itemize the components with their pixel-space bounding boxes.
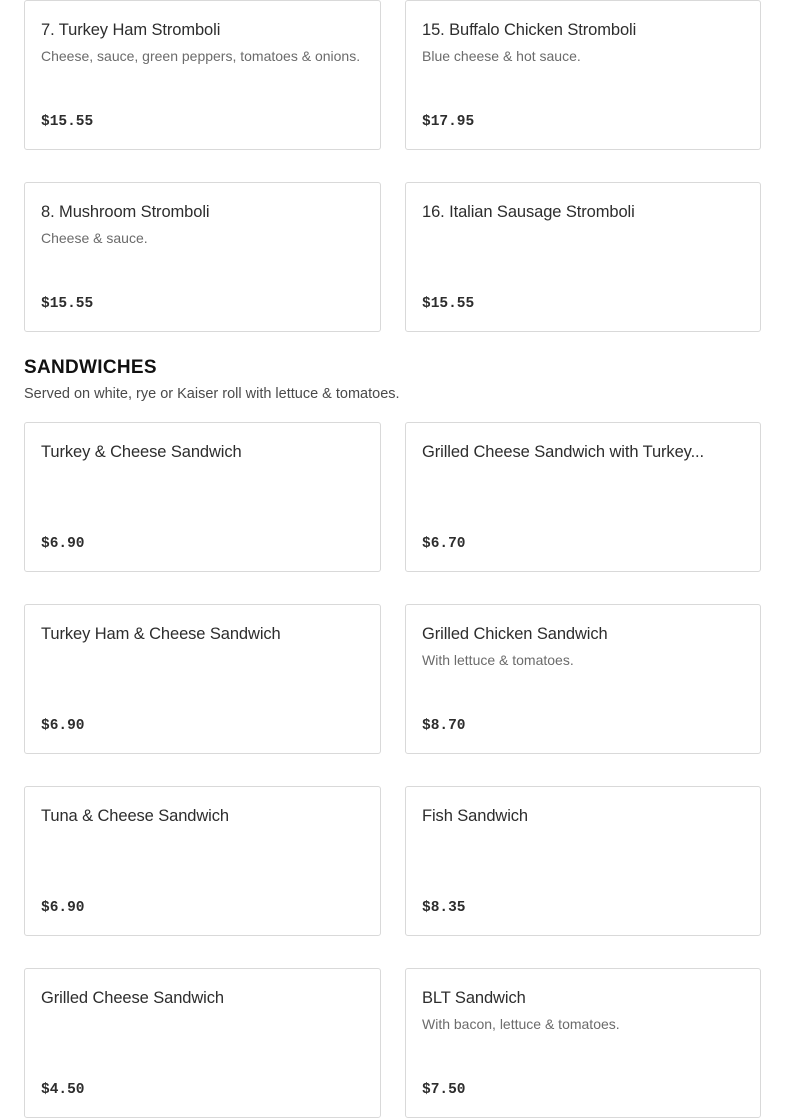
item-name: 7. Turkey Ham Stromboli [41, 21, 221, 39]
item-name: Turkey & Cheese Sandwich [41, 443, 242, 461]
item-price: $4.50 [41, 1082, 85, 1098]
menu-item-card[interactable] [24, 968, 381, 1118]
stromboli-grid [24, 0, 761, 332]
item-name: Grilled Chicken Sandwich [422, 625, 608, 643]
item-description: With lettuce & tomatoes. [422, 652, 574, 668]
item-name: Turkey Ham & Cheese Sandwich [41, 625, 281, 643]
sandwiches-grid [24, 422, 761, 1118]
item-price: $8.35 [422, 900, 466, 916]
menu-item-card[interactable] [405, 968, 761, 1118]
item-name: 15. Buffalo Chicken Stromboli [422, 21, 637, 39]
section-title: SANDWICHES [24, 357, 157, 378]
menu-item-card[interactable] [24, 604, 381, 754]
item-name: Fish Sandwich [422, 807, 528, 825]
menu-item-card[interactable] [405, 422, 761, 572]
item-price: $15.55 [422, 296, 475, 312]
item-price: $17.95 [422, 114, 475, 130]
item-name: 8. Mushroom Stromboli [41, 203, 210, 221]
item-name: BLT Sandwich [422, 989, 526, 1007]
menu-item-card[interactable] [405, 182, 761, 332]
item-name: Grilled Cheese Sandwich [41, 989, 224, 1007]
menu-item-card[interactable] [24, 182, 381, 332]
item-name: Grilled Cheese Sandwich with Turkey... [422, 443, 705, 461]
menu-item-card[interactable] [405, 604, 761, 754]
item-price: $8.70 [422, 718, 466, 734]
menu-item-card[interactable] [24, 786, 381, 936]
item-name: 16. Italian Sausage Stromboli [422, 203, 635, 221]
item-price: $6.70 [422, 536, 466, 552]
item-price: $6.90 [41, 900, 85, 916]
item-price: $7.50 [422, 1082, 466, 1098]
item-price: $15.55 [41, 296, 94, 312]
item-price: $6.90 [41, 718, 85, 734]
item-price: $15.55 [41, 114, 94, 130]
section-description: Served on white, rye or Kaiser roll with lettuce & tomatoes. [24, 386, 400, 402]
menu-item-card[interactable] [24, 422, 381, 572]
menu-item-card[interactable] [24, 0, 381, 150]
item-description: Blue cheese & hot sauce. [422, 48, 581, 64]
item-description: Cheese, sauce, green peppers, tomatoes & onions. [41, 48, 361, 64]
item-price: $6.90 [41, 536, 85, 552]
menu-item-card[interactable] [405, 786, 761, 936]
item-description: Cheese & sauce. [41, 230, 148, 246]
item-name: Tuna & Cheese Sandwich [41, 807, 229, 825]
menu-item-card[interactable] [405, 0, 761, 150]
item-description: With bacon, lettuce & tomatoes. [422, 1016, 620, 1032]
